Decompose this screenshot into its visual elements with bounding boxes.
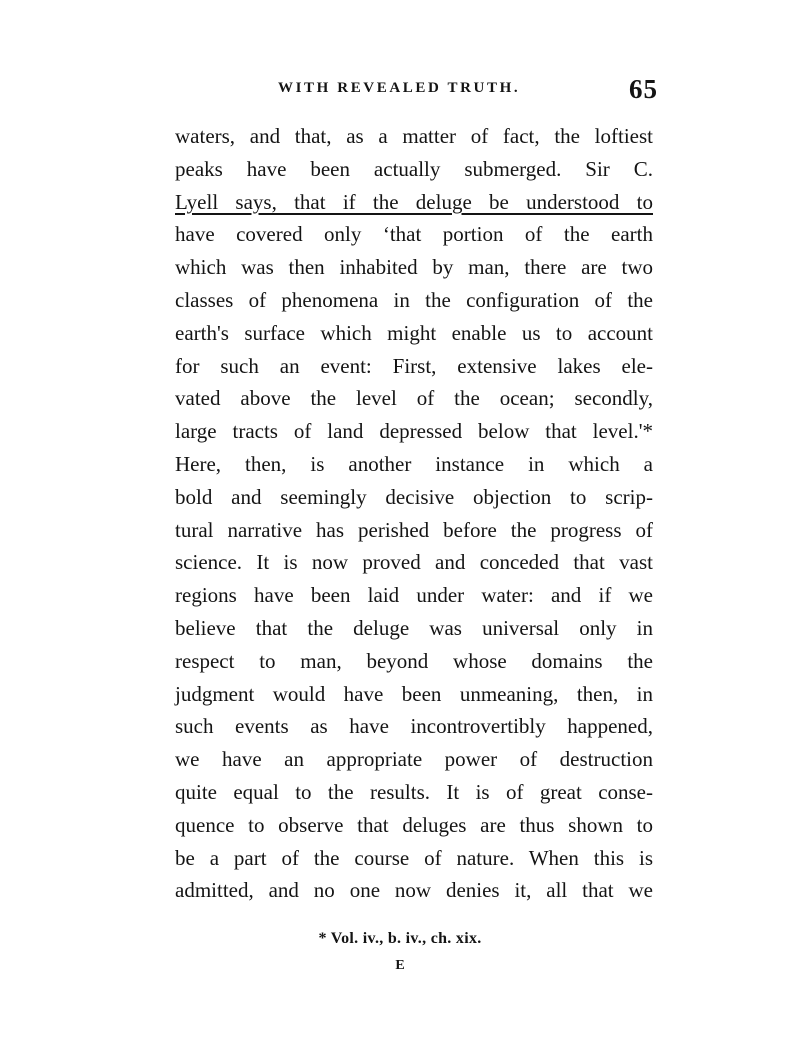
text-line: admitted, and no one now denies it, all that we — [175, 878, 653, 903]
text-line: Here, then, is another instance in which a — [175, 451, 653, 476]
text-line: peaks have been actually submerged. Sir C. — [175, 156, 653, 181]
page-number: 65 — [629, 74, 658, 104]
text-line: respect to man, beyond whose domains the — [175, 648, 653, 673]
text-line: which was then inhabited by man, there are two — [175, 255, 653, 280]
body-text — [175, 120, 653, 907]
text-line: believe that the deluge was universal only in — [175, 615, 653, 640]
text-line: regions have been laid under water: and if we — [175, 583, 653, 608]
running-title: WITH REVEALED TRUTH. — [278, 80, 521, 96]
text-line: vated above the level of the ocean; secondly, — [175, 386, 653, 411]
text-line: quence to observe that deluges are thus shown to — [175, 812, 653, 837]
footnote: * Vol. iv., b. iv., ch. xix. — [318, 930, 482, 947]
text-line: waters, and that, as a matter of fact, the loftiest — [175, 124, 653, 148]
text-line: classes of phenomena in the configuration of the — [175, 287, 653, 312]
text-line: be a part of the course of nature. When this is — [175, 845, 653, 870]
signature-mark: E — [395, 958, 405, 973]
text-line: quite equal to the results. It is of great conse- — [175, 779, 653, 804]
text-line: bold and seemingly decisive objection to scrip- — [175, 484, 653, 509]
text-line: large tracts of land depressed below that level.'* — [175, 419, 653, 444]
running-head — [150, 76, 660, 106]
text-line: tural narrative has perished before the progress of — [175, 517, 653, 542]
text-line: earth's surface which might enable us to account — [175, 320, 653, 345]
text-line: science. It is now proved and conceded that vast — [175, 550, 653, 575]
text-line-underlined: Lyell says, that if the deluge be understood to — [175, 189, 653, 214]
text-line: judgment would have been unmeaning, then, in — [175, 681, 653, 706]
text-line: such events as have incontrovertibly happened, — [175, 714, 653, 739]
text-line: have covered only ‘that portion of the earth — [175, 222, 653, 247]
text-line: we have an appropriate power of destruction — [175, 747, 653, 772]
text-line: for such an event: First, extensive lakes ele- — [175, 353, 653, 378]
